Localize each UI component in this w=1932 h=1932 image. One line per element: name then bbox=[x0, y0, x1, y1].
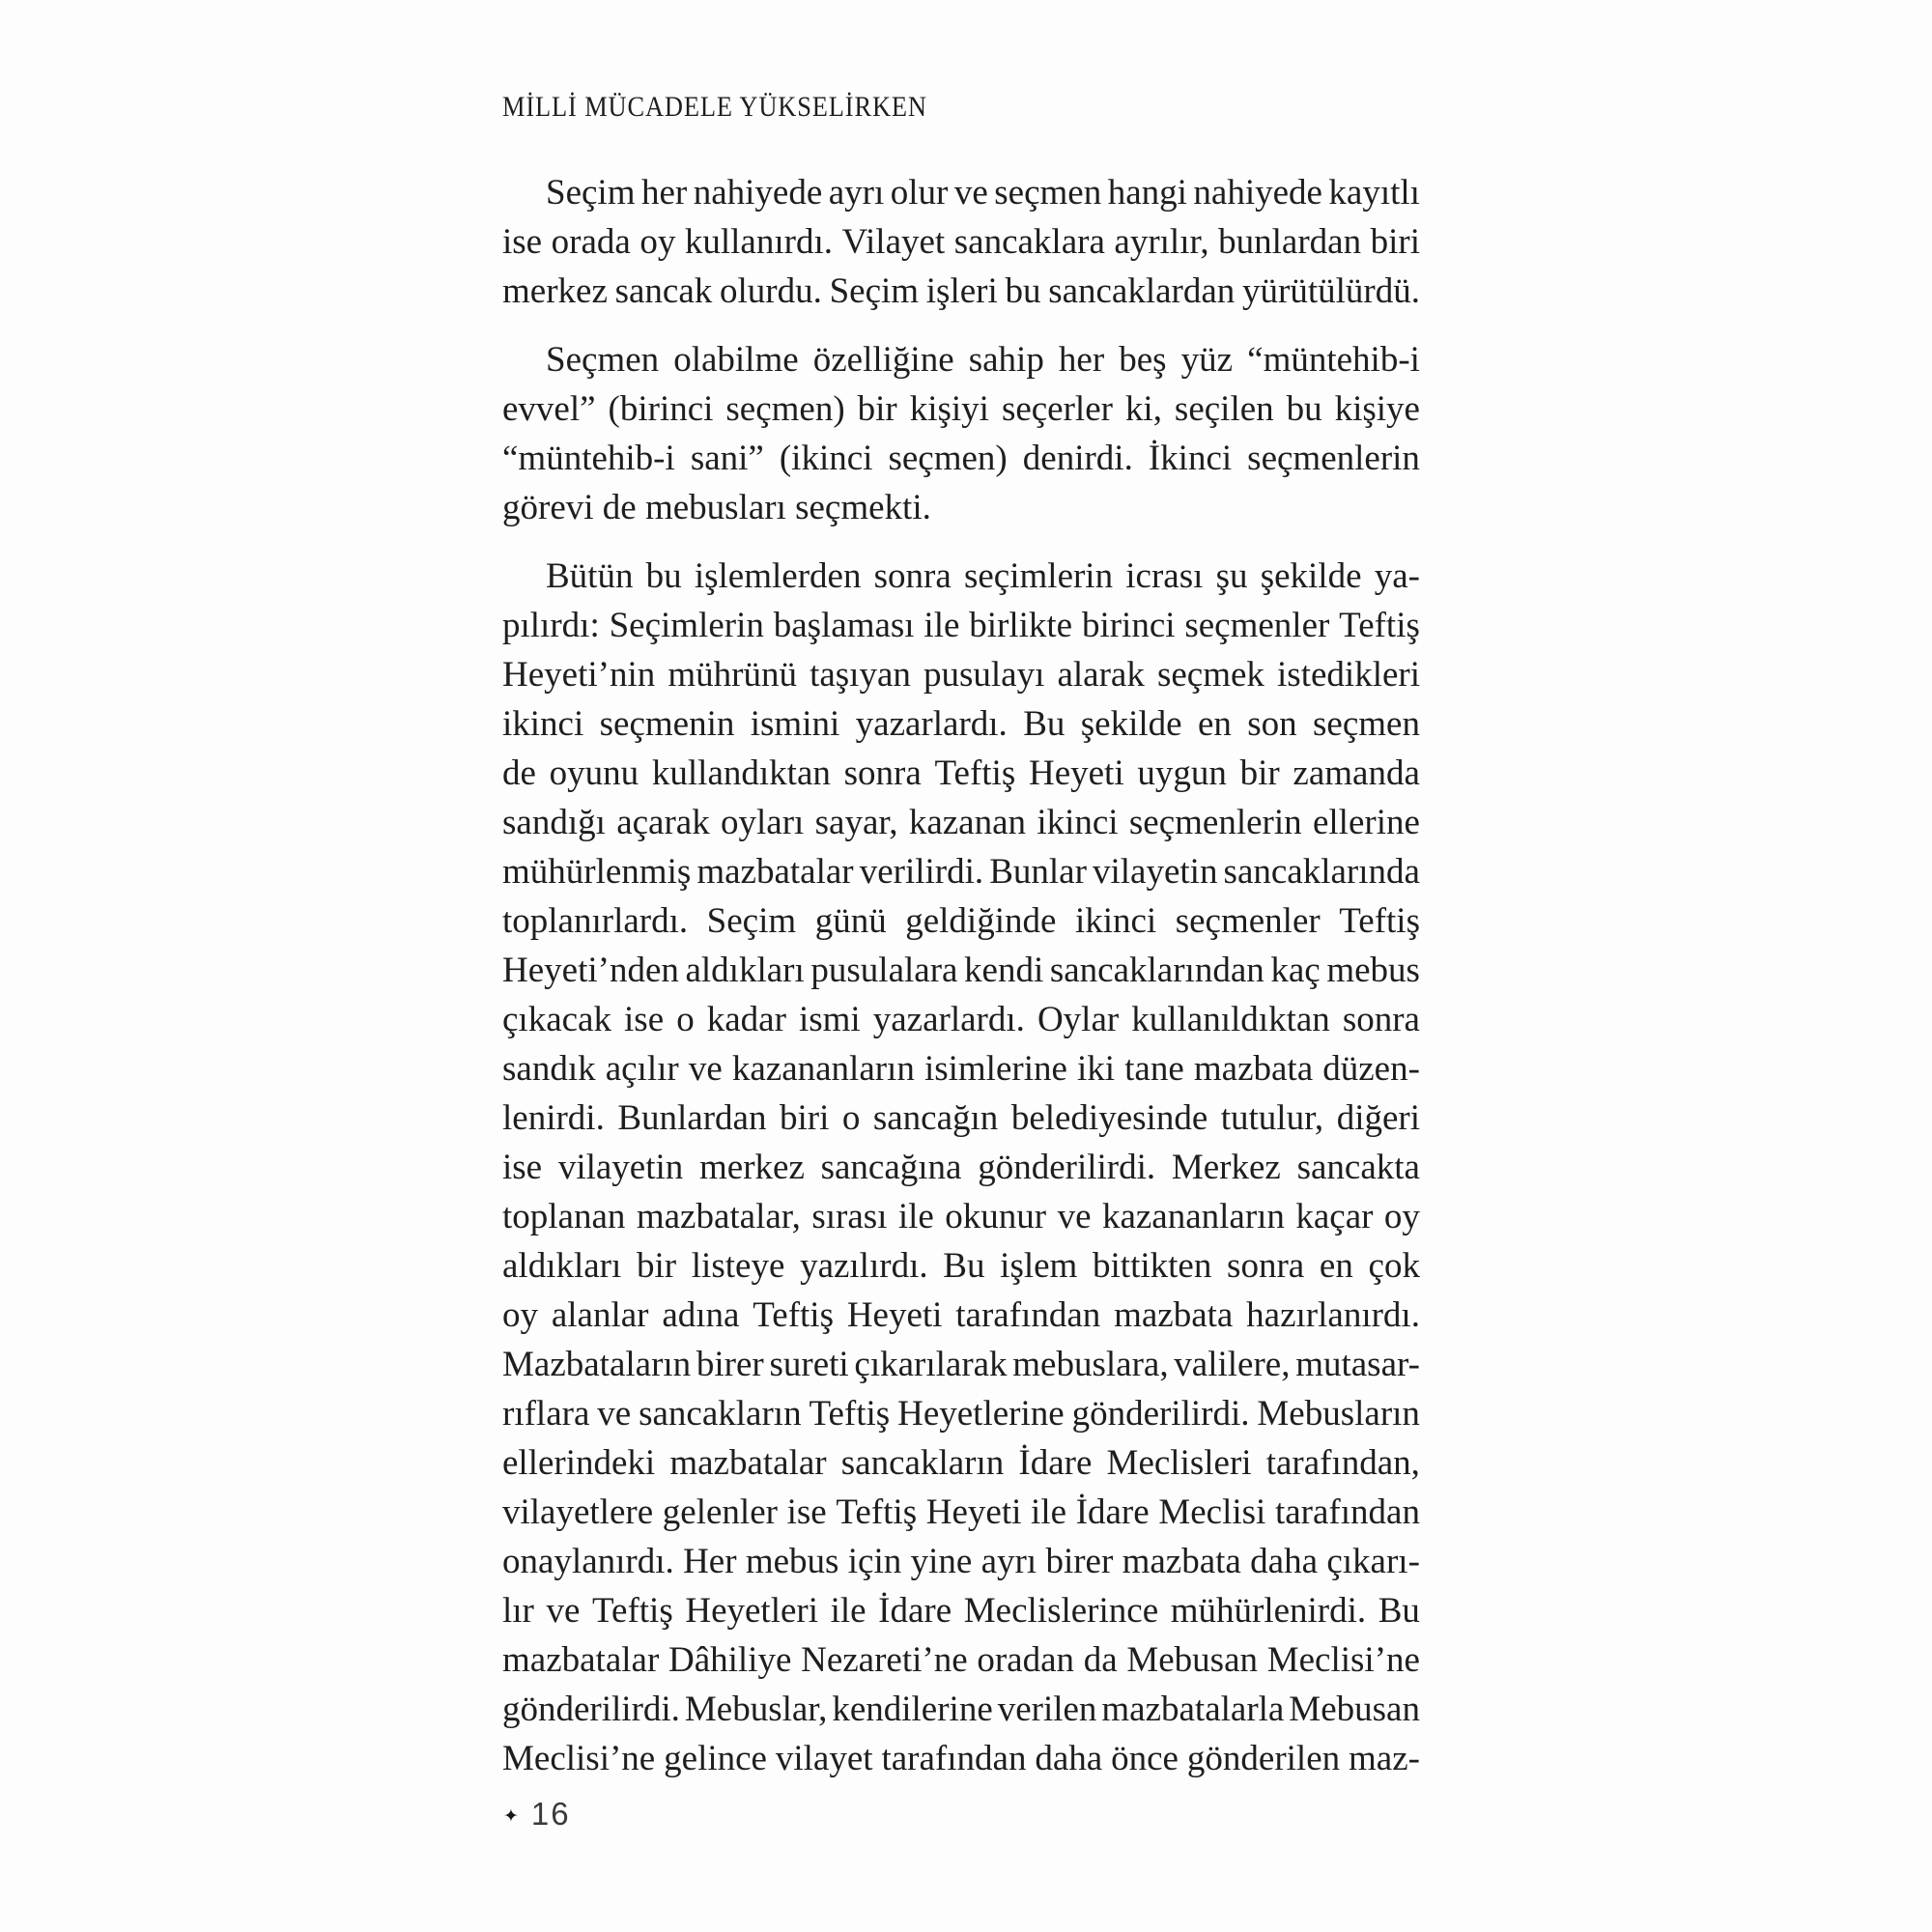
text-line: Seçmen olabilme özelliğine sahip her beş yüz “müntehib-i bbox=[546, 340, 1420, 380]
text-line: ellerindeki mazbatalar sancakların İdare Meclisleri tarafından, bbox=[502, 1443, 1420, 1483]
text-line: vilayetlere gelenler ise Teftiş Heyeti ile İdare Meclisi tarafından bbox=[502, 1492, 1420, 1532]
text-line: toplanırlardı. Seçim günü geldiğinde ikinci seçmenler Teftiş bbox=[502, 901, 1420, 941]
text-line: Bütün bu işlemlerden sonra seçimlerin icrası şu şekilde ya- bbox=[546, 556, 1420, 596]
text-line: görevi de mebusları seçmekti. bbox=[502, 488, 931, 527]
text-line: Mazbataların birer sureti çıkarılarak mebuslara, valilere, mutasar- bbox=[502, 1345, 1420, 1384]
paragraph bbox=[502, 335, 1420, 532]
text-line: de oyunu kullandıktan sonra Teftiş Heyeti uygun bir zamanda bbox=[502, 753, 1420, 793]
text-line: ikinci seçmenin ismini yazarlardı. Bu şekilde en son seçmen bbox=[502, 704, 1420, 744]
text-line: merkez sancak olurdu. Seçim işleri bu sancaklardan yürütülürdü. bbox=[502, 271, 1420, 311]
text-line: Heyeti’nden aldıkları pusulalara kendi sancaklarından kaç mebus bbox=[502, 951, 1420, 990]
text-line: çıkacak ise o kadar ismi yazarlardı. Oylar kullanıldıktan sonra bbox=[502, 1000, 1420, 1039]
text-line: onaylanırdı. Her mebus için yine ayrı birer mazbata daha çıkarı- bbox=[502, 1542, 1420, 1581]
text-line: ise vilayetin merkez sancağına gönderilirdi. Merkez sancakta bbox=[502, 1148, 1420, 1187]
page-body bbox=[502, 168, 1420, 1783]
page-number: 16 bbox=[530, 1796, 571, 1832]
text-line: lır ve Teftiş Heyetleri ile İdare Meclislerince mühürlenirdi. Bu bbox=[502, 1591, 1420, 1631]
text-line: rıflara ve sancakların Teftiş Heyetlerine gönderilirdi. Mebusların bbox=[502, 1394, 1420, 1434]
text-line: ise orada oy kullanırdı. Vilayet sancaklara ayrılır, bunlardan biri bbox=[502, 222, 1420, 262]
running-header: MİLLİ MÜCADELE YÜKSELİRKEN bbox=[502, 91, 927, 123]
text-line: gönderilirdi. Mebuslar, kendilerine verilen mazbatalarla Mebusan bbox=[502, 1690, 1420, 1729]
paragraph bbox=[502, 552, 1420, 1783]
text-line: oy alanlar adına Teftiş Heyeti tarafından mazbata hazırlanırdı. bbox=[502, 1295, 1420, 1335]
text-line: Meclisi’ne gelince vilayet tarafından daha önce gönderilen maz- bbox=[502, 1739, 1420, 1778]
text-line: sandığı açarak oyları sayar, kazanan ikinci seçmenlerin ellerine bbox=[502, 803, 1420, 842]
diamond-ornament-icon: ✦ bbox=[503, 1806, 519, 1827]
text-line: evvel” (birinci seçmen) bir kişiyi seçerler ki, seçilen bu kişiye bbox=[502, 389, 1420, 429]
paragraph bbox=[502, 168, 1420, 316]
text-line: pılırdı: Seçimlerin başlaması ile birlikte birinci seçmenler Teftiş bbox=[502, 606, 1420, 645]
text-line: toplanan mazbatalar, sırası ile okunur ve kazananların kaçar oy bbox=[502, 1197, 1420, 1236]
text-line: sandık açılır ve kazananların isimlerine iki tane mazbata düzen- bbox=[502, 1049, 1420, 1089]
text-line: mazbatalar Dâhiliye Nezareti’ne oradan da Mebusan Meclisi’ne bbox=[502, 1640, 1420, 1680]
text-line: Heyeti’nin mührünü taşıyan pusulayı alarak seçmek istedikleri bbox=[502, 655, 1420, 695]
text-line: mühürlenmiş mazbatalar verilirdi. Bunlar vilayetin sancaklarında bbox=[502, 852, 1420, 892]
page-footer bbox=[503, 1798, 571, 1830]
text-line: lenirdi. Bunlardan biri o sancağın belediyesinde tutulur, diğeri bbox=[502, 1098, 1420, 1138]
text-line: “müntehib-i sani” (ikinci seçmen) denirdi. İkinci seçmenlerin bbox=[502, 439, 1420, 478]
text-line: aldıkları bir listeye yazılırdı. Bu işlem bittikten sonra en çok bbox=[502, 1246, 1420, 1286]
text-line: Seçim her nahiyede ayrı olur ve seçmen hangi nahiyede kayıtlı bbox=[546, 173, 1420, 213]
